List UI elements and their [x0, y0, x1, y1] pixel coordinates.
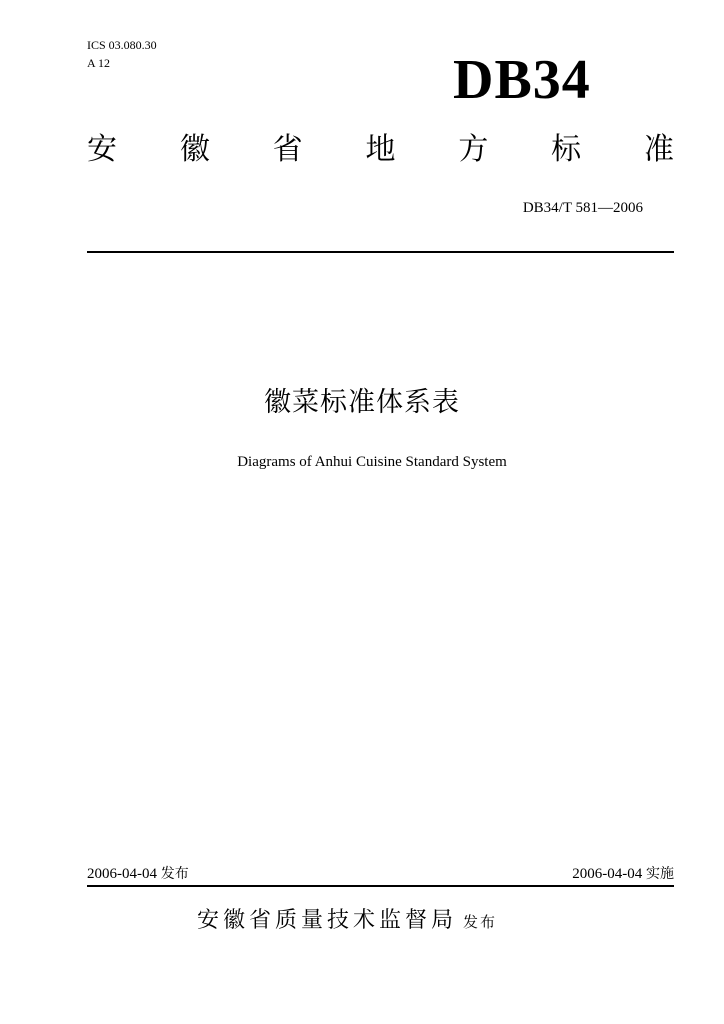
standard-type-char: 徽: [179, 132, 210, 167]
issuer-suffix: 发布: [463, 913, 498, 931]
bottom-divider: [87, 885, 674, 887]
top-divider: [87, 251, 674, 253]
ics-code: ICS 03.080.30: [87, 38, 157, 52]
standard-type-char: 地: [365, 132, 396, 167]
standard-type-char: 方: [458, 132, 489, 167]
implement-label: 实施: [646, 866, 674, 882]
standard-type-char: 准: [643, 132, 674, 167]
issue-date: 2006-04-04: [87, 866, 157, 882]
issuer-name: 安徽省质量技术监督局: [197, 908, 458, 933]
date-row: [87, 864, 674, 884]
ccs-code: A 12: [87, 56, 111, 70]
standard-type-heading: [87, 130, 674, 170]
standard-type-char: 标: [551, 132, 582, 167]
standard-number: DB34/T 581—2006: [522, 200, 643, 216]
issue-date-block: [87, 864, 189, 884]
standard-code-mark: DB34: [453, 49, 591, 111]
standard-type-char: 省: [272, 132, 303, 167]
issuing-authority: [197, 906, 497, 937]
document-title-english: Diagrams of Anhui Cuisine Standard System: [237, 454, 507, 470]
standard-type-char: 安: [87, 132, 117, 167]
implement-date-block: [572, 864, 674, 884]
issue-label: 发布: [160, 866, 189, 882]
implement-date: 2006-04-04: [572, 866, 643, 882]
document-title-chinese: 徽菜标准体系表: [264, 387, 460, 418]
